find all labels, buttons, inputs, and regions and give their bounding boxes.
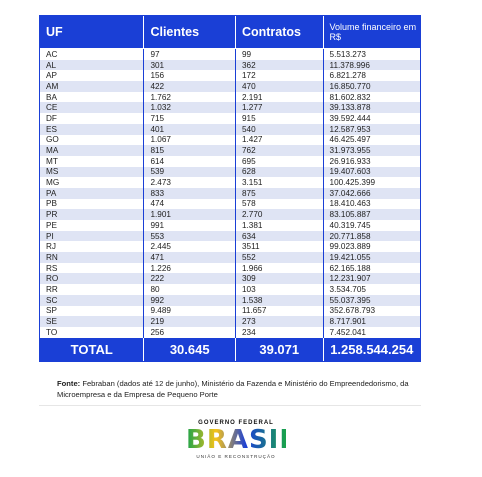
cell-clientes: 1.067 <box>144 135 236 146</box>
cell-uf: PA <box>40 188 144 199</box>
table-row <box>40 167 420 178</box>
cell-volume: 46.425.497 <box>324 135 420 146</box>
cell-clientes: 219 <box>144 316 236 327</box>
table-row <box>40 135 420 146</box>
cell-volume: 55.037.395 <box>324 295 420 306</box>
table-row <box>40 231 420 242</box>
cell-contratos: 540 <box>236 124 324 135</box>
cell-uf: AP <box>40 70 144 81</box>
source-text: Febraban (dados até 12 de junho), Ministério da Fazenda e Ministério do Empreendedorismo, da Microempresa e da Empresa de Pequeno Porte <box>57 379 409 399</box>
cell-clientes: 1.762 <box>144 92 236 103</box>
brasil-wordmark: BRASIL <box>186 425 297 455</box>
cell-contratos: 273 <box>236 316 324 327</box>
total-label: TOTAL <box>40 338 144 361</box>
table-row <box>40 327 420 338</box>
cell-clientes: 401 <box>144 124 236 135</box>
cell-contratos: 470 <box>236 81 324 92</box>
cell-contratos: 362 <box>236 60 324 71</box>
cell-contratos: 552 <box>236 252 324 263</box>
cell-clientes: 553 <box>144 231 236 242</box>
cell-contratos: 99 <box>236 49 324 60</box>
cell-volume: 100.425.399 <box>324 177 420 188</box>
cell-volume: 26.916.933 <box>324 156 420 167</box>
cell-uf: AM <box>40 81 144 92</box>
cell-uf: RS <box>40 263 144 274</box>
table-row <box>40 316 420 327</box>
table-row <box>40 220 420 231</box>
cell-contratos: 875 <box>236 188 324 199</box>
cell-contratos: 1.277 <box>236 102 324 113</box>
cell-clientes: 614 <box>144 156 236 167</box>
cell-uf: RJ <box>40 241 144 252</box>
table-row <box>40 252 420 263</box>
cell-contratos: 578 <box>236 199 324 210</box>
source-label: Fonte: <box>57 379 81 388</box>
total-row <box>40 338 420 361</box>
cell-clientes: 97 <box>144 49 236 60</box>
cell-clientes: 2.473 <box>144 177 236 188</box>
table-row <box>40 273 420 284</box>
table-row <box>40 102 420 113</box>
total-clientes: 30.645 <box>144 338 236 361</box>
cell-contratos: 634 <box>236 231 324 242</box>
data-table <box>39 15 421 362</box>
cell-volume: 62.165.188 <box>324 263 420 274</box>
gov-title: GOVERNO FEDERAL <box>198 420 274 426</box>
cell-clientes: 80 <box>144 284 236 295</box>
cell-volume: 8.717.901 <box>324 316 420 327</box>
cell-volume: 39.592.444 <box>324 113 420 124</box>
table-row <box>40 49 420 60</box>
cell-uf: BA <box>40 92 144 103</box>
cell-uf: GO <box>40 135 144 146</box>
cell-clientes: 1.901 <box>144 209 236 220</box>
total-volume: 1.258.544.254 <box>330 341 414 357</box>
table-row <box>40 92 420 103</box>
cell-uf: AL <box>40 60 144 71</box>
cell-contratos: 628 <box>236 167 324 178</box>
table-row <box>40 70 420 81</box>
table-row <box>40 284 420 295</box>
cell-clientes: 992 <box>144 295 236 306</box>
table-row <box>40 124 420 135</box>
cell-volume: 40.319.745 <box>324 220 420 231</box>
cell-contratos: 309 <box>236 273 324 284</box>
cell-volume: 5.513.273 <box>324 49 420 60</box>
cell-contratos: 3.151 <box>236 177 324 188</box>
cell-clientes: 222 <box>144 273 236 284</box>
cell-uf: AC <box>40 49 144 60</box>
cell-contratos: 1.538 <box>236 295 324 306</box>
header-volume: Volume financeiro em R$ <box>329 22 417 42</box>
cell-uf: ES <box>40 124 144 135</box>
cell-clientes: 833 <box>144 188 236 199</box>
cell-volume: 20.771.858 <box>324 231 420 242</box>
table-row <box>40 188 420 199</box>
cell-clientes: 715 <box>144 113 236 124</box>
cell-uf: PE <box>40 220 144 231</box>
cell-clientes: 471 <box>144 252 236 263</box>
cell-volume: 99.023.889 <box>324 241 420 252</box>
cell-clientes: 301 <box>144 60 236 71</box>
cell-volume: 39.133.878 <box>324 102 420 113</box>
header-uf: UF <box>40 16 144 48</box>
cell-contratos: 695 <box>236 156 324 167</box>
cell-uf: MG <box>40 177 144 188</box>
cell-uf: PI <box>40 231 144 242</box>
cell-volume: 12.587.953 <box>324 124 420 135</box>
total-contratos: 39.071 <box>236 338 324 361</box>
cell-volume: 31.973.955 <box>324 145 420 156</box>
cell-volume: 83.105.887 <box>324 209 420 220</box>
table-header <box>40 16 420 49</box>
cell-clientes: 2.445 <box>144 241 236 252</box>
cell-clientes: 156 <box>144 70 236 81</box>
cell-uf: RO <box>40 273 144 284</box>
cell-contratos: 762 <box>236 145 324 156</box>
cell-contratos: 915 <box>236 113 324 124</box>
cell-contratos: 1.966 <box>236 263 324 274</box>
table-row <box>40 199 420 210</box>
table-row <box>40 263 420 274</box>
cell-clientes: 1.032 <box>144 102 236 113</box>
table-row <box>40 113 420 124</box>
cell-contratos: 172 <box>236 70 324 81</box>
table-row <box>40 241 420 252</box>
table-row <box>40 156 420 167</box>
cell-volume: 16.850.770 <box>324 81 420 92</box>
cell-uf: SC <box>40 295 144 306</box>
cell-uf: SP <box>40 306 144 317</box>
cell-volume: 19.407.603 <box>324 167 420 178</box>
cell-contratos: 11.657 <box>236 306 324 317</box>
cell-clientes: 9.489 <box>144 306 236 317</box>
table-row <box>40 209 420 220</box>
cell-clientes: 474 <box>144 199 236 210</box>
table-row <box>40 81 420 92</box>
cell-volume: 81.602.832 <box>324 92 420 103</box>
table-row <box>40 145 420 156</box>
cell-volume: 19.421.055 <box>324 252 420 263</box>
cell-uf: MT <box>40 156 144 167</box>
cell-uf: TO <box>40 327 144 338</box>
cell-uf: SE <box>40 316 144 327</box>
cell-volume: 11.378.996 <box>324 60 420 71</box>
cell-uf: PR <box>40 209 144 220</box>
cell-uf: PB <box>40 199 144 210</box>
gov-subtitle: UNIÃO E RECONSTRUÇÃO <box>196 454 276 459</box>
cell-uf: RR <box>40 284 144 295</box>
cell-contratos: 2.770 <box>236 209 324 220</box>
table-row <box>40 306 420 317</box>
cell-volume: 352.678.793 <box>324 306 420 317</box>
cell-volume: 12.231.907 <box>324 273 420 284</box>
table-row <box>40 177 420 188</box>
cell-uf: DF <box>40 113 144 124</box>
gov-logo <box>186 420 297 459</box>
cell-clientes: 539 <box>144 167 236 178</box>
cell-volume: 3.534.705 <box>324 284 420 295</box>
cell-volume: 37.042.666 <box>324 188 420 199</box>
divider <box>39 405 421 406</box>
cell-contratos: 234 <box>236 327 324 338</box>
header-clientes: Clientes <box>144 16 236 48</box>
cell-clientes: 422 <box>144 81 236 92</box>
cell-uf: CE <box>40 102 144 113</box>
cell-uf: MS <box>40 167 144 178</box>
cell-uf: RN <box>40 252 144 263</box>
cell-clientes: 815 <box>144 145 236 156</box>
cell-contratos: 1.381 <box>236 220 324 231</box>
cell-volume: 7.452.041 <box>324 327 420 338</box>
table-body <box>40 49 420 338</box>
header-contratos: Contratos <box>236 16 324 48</box>
cell-contratos: 2.191 <box>236 92 324 103</box>
cell-volume: 6.821.278 <box>324 70 420 81</box>
cell-uf: MA <box>40 145 144 156</box>
cell-clientes: 991 <box>144 220 236 231</box>
cell-contratos: 103 <box>236 284 324 295</box>
cell-contratos: 1.427 <box>236 135 324 146</box>
cell-contratos: 3511 <box>236 241 324 252</box>
cell-clientes: 1.226 <box>144 263 236 274</box>
cell-volume: 18.410.463 <box>324 199 420 210</box>
table-row <box>40 60 420 71</box>
cell-clientes: 256 <box>144 327 236 338</box>
source-note <box>57 378 417 400</box>
table-row <box>40 295 420 306</box>
